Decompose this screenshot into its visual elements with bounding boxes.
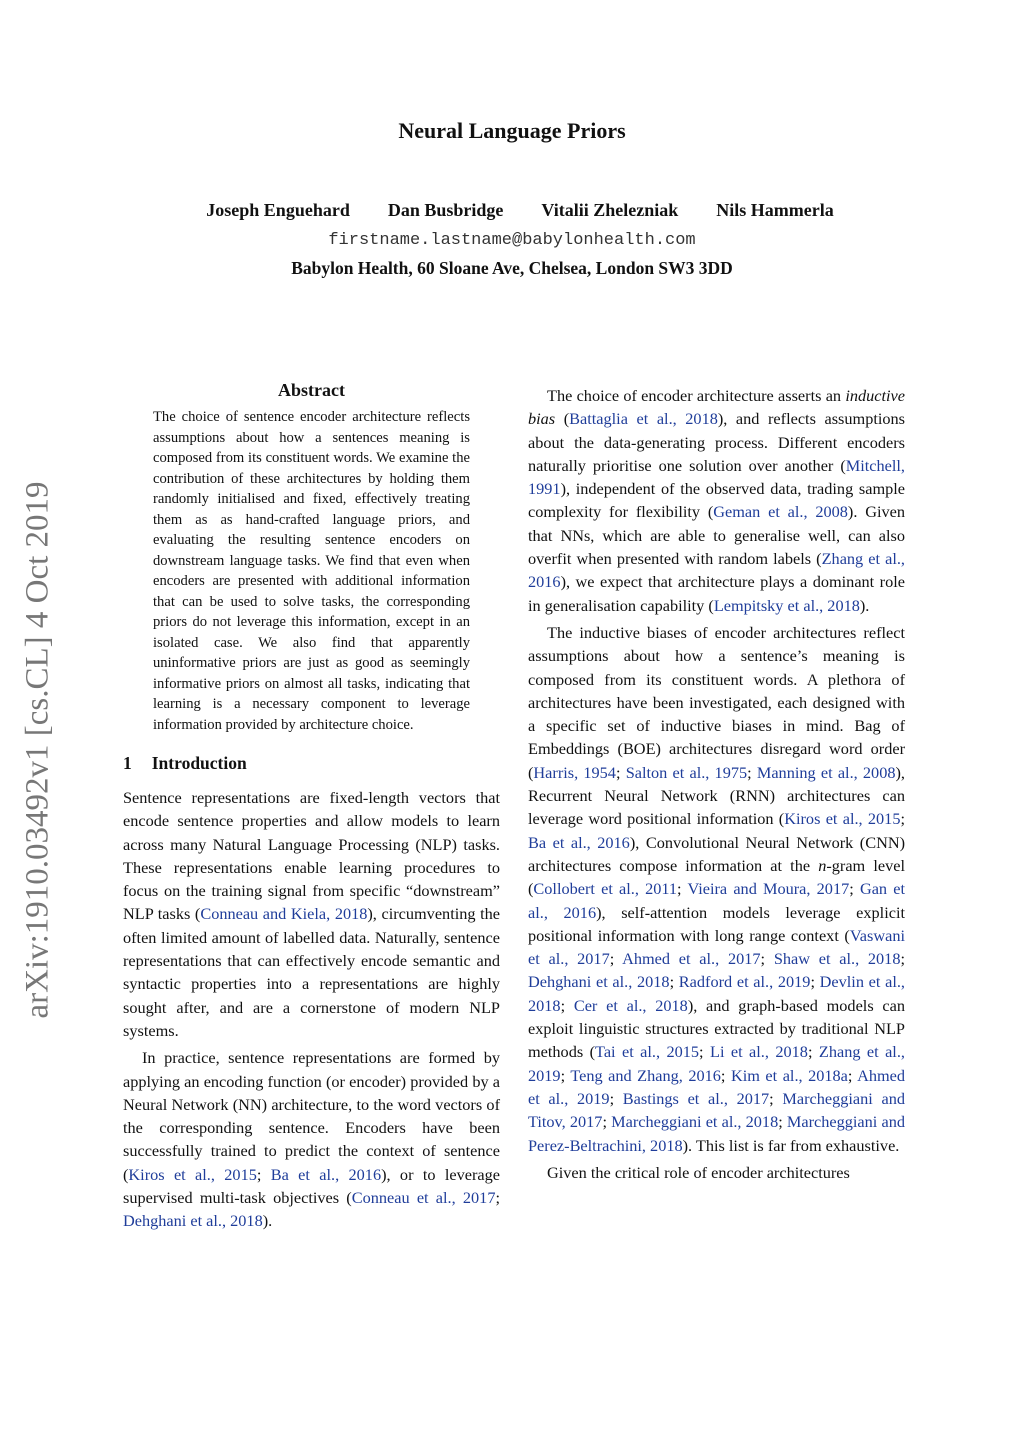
citation-link[interactable]: Teng and Zhang, 2016 (570, 1065, 721, 1085)
paper-title: Neural Language Priors (398, 118, 626, 143)
author-affiliation: Babylon Health, 60 Sloane Ave, Chelsea, London SW3 3DD (291, 258, 733, 278)
citation-link[interactable]: Li et al., 2018 (710, 1042, 808, 1062)
citation-link[interactable]: Radford et al., 2019 (678, 972, 811, 992)
citation-link[interactable]: Zhang et al., 2019 (528, 1042, 905, 1085)
citation-link[interactable]: Salton et al., 1975 (625, 762, 748, 782)
intro-paragraph-1: Sentence representations are fixed-length vectors that encode sentence properties and allow models to learn across many Natural Language Processing (NLP) tasks. These representations enable learning procedures to focus on the training signal from specific “downstream” NLP tasks (Conneau and Kiela, 2018), circumventing the often limited amount of labelled data. Naturally, sentence representations that can effectively encode semantic and syntactic properties into a representations are highly sought after, and are a cornerstone of modern NLP systems. (123, 788, 501, 1040)
citation-link[interactable]: Vaswani et al., 2017 (528, 925, 905, 969)
citation-link[interactable]: Tai et al., 2015 (595, 1042, 700, 1062)
author-name: Dan Busbridge (387, 200, 504, 220)
author-list (120, 200, 920, 221)
citation-link[interactable]: Manning et al., 2008 (756, 762, 896, 782)
intro-paragraph-2: In practice, sentence representations are formed by applying an encoding function (or encoder) provided by a Neural Network (NN) architecture, to the word vectors of the corresponding sentence. Encoders have been successfully trained to predict the context of sentence (Kiros et al., 2015; Ba et al., 2016), or to leverage supervised multi-task objectives (Conneau et al., 2017; Dehghani et al., 2018). (123, 1048, 500, 1231)
citation-link[interactable]: Marcheggiani et al., 2018 (611, 1112, 779, 1132)
citation-link[interactable]: Ahmed et al., 2017 (622, 949, 761, 969)
author-name: Joseph Enguehard (206, 200, 350, 220)
author-email: firstname.lastname@babylonhealth.com (328, 231, 696, 250)
citation-link[interactable]: Devlin et al., 2018 (528, 972, 905, 1015)
abstract-text: The choice of sentence encoder architecture reflects assumptions about how a sentences meaning is composed from its constituent words. We examine the contribution of these architectures by holding them randomly initialised and fixed, effectively treating them as as hand-crafted language priors, and evaluating the resulting sentence encoders on downstream language tasks. We find that even when encoders are presented with additional information that can be used to solve tasks, the corresponding priors do not leverage this information, except in an isolated case. We also find that apparently uninformative priors are just as good as seemingly informative priors on almost all tasks, indicating that learning is a necessary component to leverage information provided by architecture choice. (153, 409, 470, 733)
citation-link[interactable]: Kiros et al., 2015 (784, 809, 901, 829)
citation-link[interactable]: Geman et al., 2008 (713, 502, 848, 522)
body-paragraph-2: The inductive biases of encoder architectures reflect assumptions about how a sentence’s meaning is composed from its constituent words. A plethora of architectures have been investigated, each designed with a specific set of inductive biases in mind. Bag of Embeddings (BOE) architectures disregard word order (Harris, 1954; Salton et al., 1975; Manning et al., 2008), Recurrent Neural Network (RNN) architectures can leverage word positional information (Kiros et al., 2015; Ba et al., 2016), Convolutional Neural Network (CNN) architectures compose information at the n-gram level (Collobert et al., 2011; Vieira and Moura, 2017; Gan et al., 2016), self-attention models leverage explicit positional information with long range context (Vaswani et al., 2017; Ahmed et al., 2017; Shaw et al., 2018; Dehghani et al., 2018; Radford et al., 2019; Devlin et al., 2018; Cer et al., 2018), and graph-based models can exploit linguistic structures extracted by traditional NLP methods (Tai et al., 2015; Li et al., 2018; Zhang et al., 2019; Teng and Zhang, 2016; Kim et al., 2018a; Ahmed et al., 2019; Bastings et al., 2017; Marcheggiani and Titov, 2017; Marcheggiani et al., 2018; Marcheggiani and Perez-Beltrachini, 2018). This list is far from exhaustive. (528, 622, 906, 1155)
citation-link[interactable]: Vieira and Moura, 2017 (687, 879, 850, 899)
citation-link[interactable]: Cer et al., 2018 (573, 995, 688, 1015)
citation-link[interactable]: Kim et al., 2018a (730, 1065, 848, 1085)
citation-link[interactable]: Marcheggiani and Titov, 2017 (528, 1088, 905, 1132)
section-heading (123, 753, 500, 774)
citation-link[interactable]: Conneau and Kiela, 2018 (200, 904, 368, 924)
citation-link[interactable]: Ba et al., 2016 (270, 1164, 382, 1184)
citation-link[interactable]: Mitchell, 1991 (528, 455, 905, 499)
citation-link[interactable]: Shaw et al., 2018 (773, 949, 901, 969)
citation-link[interactable]: Gan et al., 2016 (528, 879, 905, 922)
citation-link[interactable]: Kiros et al., 2015 (128, 1164, 257, 1184)
citation-link[interactable]: Battaglia et al., 2018 (569, 409, 718, 429)
citation-link[interactable]: Collobert et al., 2011 (533, 879, 678, 899)
citation-link[interactable]: Ahmed et al., 2019 (528, 1065, 905, 1108)
section-number: 1 (123, 753, 132, 773)
citation-link[interactable]: Bastings et al., 2017 (622, 1088, 770, 1108)
citation-link[interactable]: Conneau et al., 2017 (351, 1188, 496, 1208)
citation-link[interactable]: Dehghani et al., 2018 (123, 1211, 263, 1231)
citation-link[interactable]: Harris, 1954 (533, 762, 616, 782)
citation-link[interactable]: Lempitsky et al., 2018 (713, 595, 860, 615)
left-column (123, 380, 500, 1233)
section-title: Introduction (151, 753, 247, 773)
arxiv-identifier: arXiv:1910.03492v1 [cs.CL] 4 Oct 2019 (19, 481, 56, 1019)
citation-link[interactable]: Marcheggiani and Perez-Beltrachini, 2018 (528, 1112, 905, 1155)
author-name: Vitalii Zhelezniak (541, 200, 679, 220)
citation-link[interactable]: Dehghani et al., 2018 (528, 972, 670, 992)
citation-link[interactable]: Ba et al., 2016 (528, 832, 630, 852)
right-column (528, 384, 905, 1184)
body-paragraph-3: Given the critical role of encoder architectures (547, 1162, 850, 1182)
author-name: Nils Hammerla (716, 200, 834, 220)
abstract-heading: Abstract (278, 380, 345, 400)
citation-link[interactable]: Zhang et al., 2016 (528, 549, 906, 592)
body-paragraph-1: The choice of encoder architecture asserts an inductive bias (Battaglia et al., 2018), and reflects assumptions about the data-generating process. Different encoders naturally prioritise one solution over another (Mitchell, 1991), independent of the observed data, trading sample complexity for flexibility (Geman et al., 2008). Given that NNs, which are able to generalise well, can also overfit when presented with random labels (Zhang et al., 2016), we expect that architecture plays a dominant role in generalisation capability (Lempitsky et al., 2018). (528, 386, 906, 615)
